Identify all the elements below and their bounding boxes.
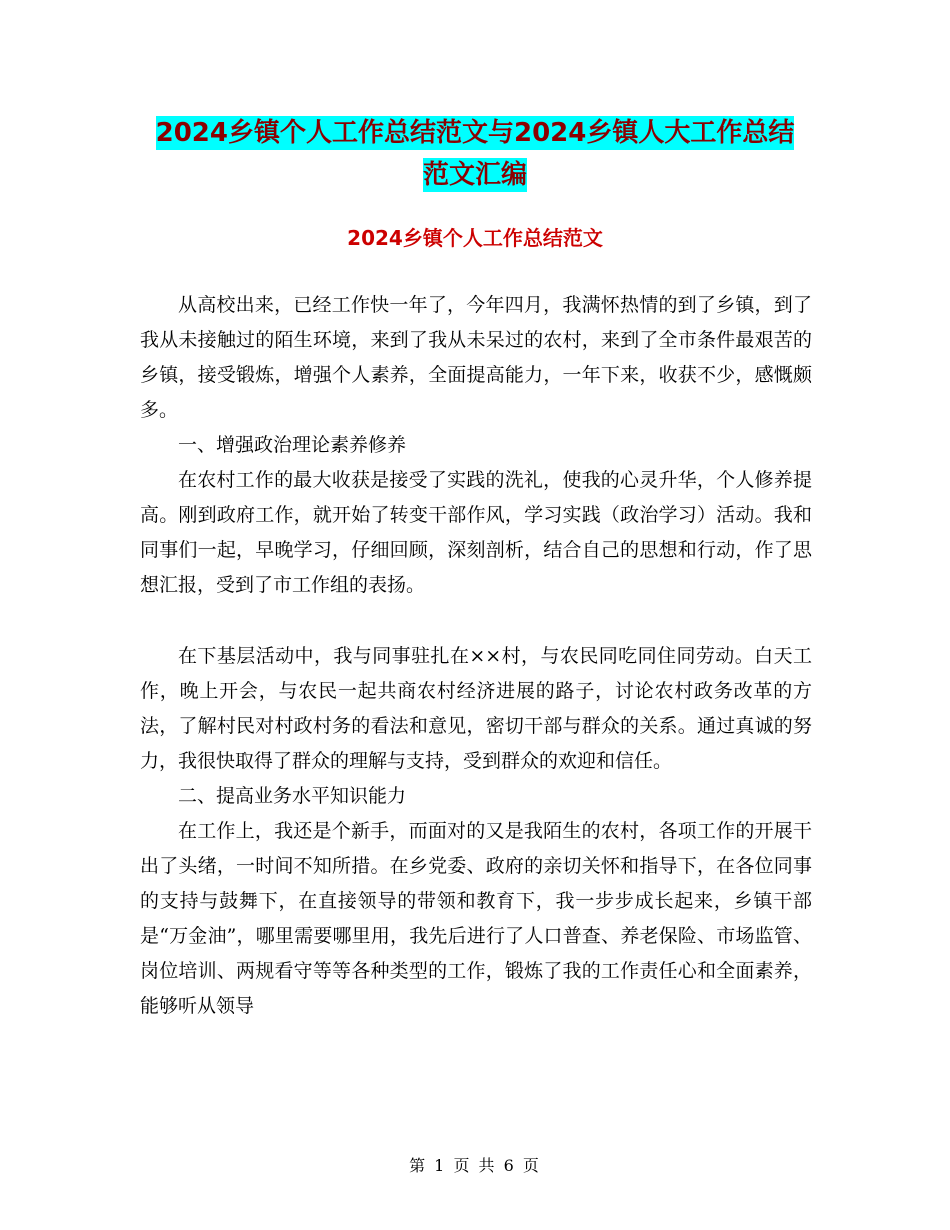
paragraph: 在工作上，我还是个新手，而面对的又是我陌生的农村，各项工作的开展干出了头绪，一时间不知所措。在乡党委、政府的亲切关怀和指导下，在各位同事的支持与鼓舞下，在直接领导的带领和教育下，我一步步成长起来，乡镇干部是“万金油”，哪里需要哪里用，我先后进行了人口普查、养老保险、市场监管、岗位培训、两规看守等等各种类型的工作，锻炼了我的工作责任心和全面素养，能够听从领导 [140,820,812,1017]
paragraph: 在农村工作的最大收获是接受了实践的洗礼，使我的心灵升华，个人修养提高。刚到政府工作，就开始了转变干部作风，学习实践（政治学习）活动。我和同事们一起，早晚学习，仔细回顾，深刻剖析，结合自己的思想和行动，作了思想汇报，受到了市工作组的表扬。 [140,469,812,596]
title-line-1: 2024乡镇个人工作总结范文与2024乡镇人大工作总结 [155,118,795,148]
section-subtitle: 2024乡镇个人工作总结范文 [347,226,603,250]
title-line-2: 范文汇编 [422,160,527,190]
section-heading: 一、增强政治理论素养修养 [178,434,407,456]
paragraph: 从高校出来，已经工作快一年了，今年四月，我满怀热情的到了乡镇，到了我从未接触过的陌生环境，来到了我从未呆过的农村，来到了全市条件最艰苦的乡镇，接受锻炼，增强个人素养，全面提高能力，一年下来，收获不少，感慨颇多。 [140,294,812,421]
section-heading: 二、提高业务水平知识能力 [178,785,407,807]
body-text [140,288,812,1024]
paragraph: 在下基层活动中，我与同事驻扎在××村，与农民同吃同住同劳动。白天工作，晚上开会，与农民一起共商农村经济进展的路子，讨论农村政务改革的方法，了解村民对村政村务的看法和意见，密切干部与群众的关系。通过真诚的努力，我很快取得了群众的理解与支持，受到群众的欢迎和信任。 [140,645,812,772]
page-footer: 第 1 页 共 6 页 [409,1156,541,1175]
document-title [0,112,950,196]
